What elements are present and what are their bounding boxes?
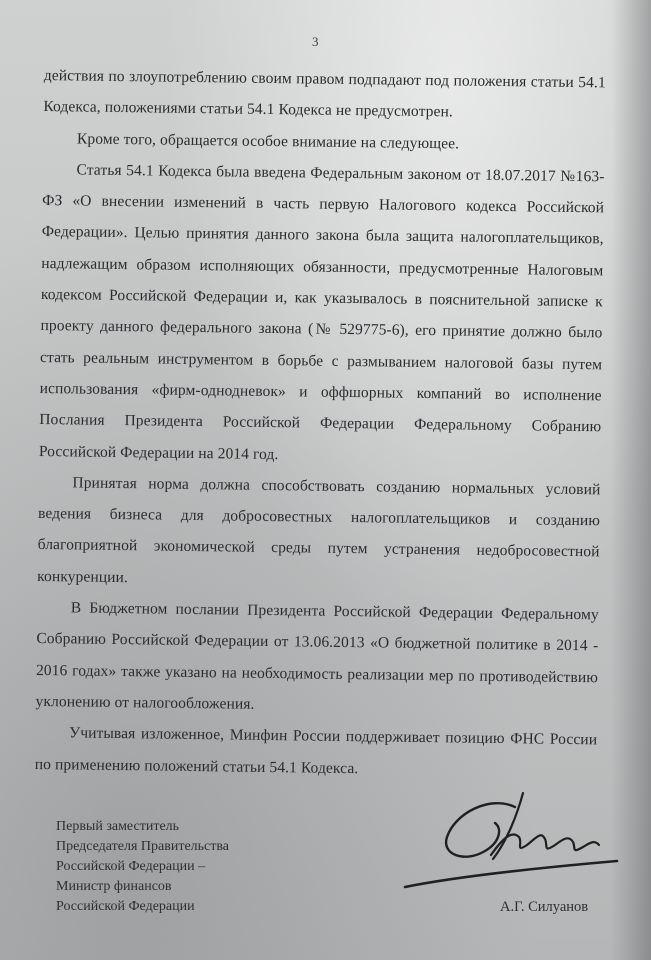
signer-name: А.Г. Силуанов [500, 899, 589, 915]
paragraph-continuation: действия по злоупотреблению своим правом подпадают под положения статьи 54.1 Кодекса, положениями статьи 54.1 Кодекса не предусмотрен. [43, 66, 606, 121]
paragraph-conclusion: Учитывая изложенное, Минфин России поддерживает позицию ФНС России по применению положений статьи 54.1 Кодекса. [34, 724, 598, 777]
paragraph-article-54-1: Статья 54.1 Кодекса была введена Федеральным законом от 18.07.2017 №163-ФЗ «О внесении изменений в часть первую Налогового кодекса Российской Федерации». Целью принятия данного закона была защита налогоплательщиков, надлежащим образом исполняющих обязанности, предусмотренные Налоговым кодексом Российской Федерации и, как указывалось в пояснительной записке к проекту данного федерального закона (№ 529775-6), его принятие должно было стать реальным инструментом в борьбе с размыванием налоговой базы путем использования «фирм-однодневок» и оффшорных компаний во исполнение Послания Президента Российской Федерации Федеральному Собранию Российской Федерации на 2014 год. [38, 161, 605, 463]
signatory-title-line: Председателя Правительства [56, 839, 230, 854]
signatory-title-line: Российской Федерации [56, 899, 195, 914]
paragraph-norm-purpose: Принятая норма должна способствовать созданию нормальных условий ведения бизнеса для добросовестных налогоплательщиков и созданию благоприятной экономической среды путем устранения недобросовестной конкуренции. [37, 474, 601, 586]
signatory-title-line: Российской Федерации – [56, 859, 206, 874]
letter-body [35, 60, 606, 787]
signatory-title-line: Первый заместитель [56, 819, 180, 834]
page-number: 3 [312, 34, 319, 49]
handwritten-signature [395, 785, 625, 895]
paragraph-notice: Кроме того, обращается особое внимание на следующее. [76, 130, 460, 153]
signatory-title-line: Министр финансов [56, 879, 172, 894]
signatory-title-block [56, 817, 229, 917]
paragraph-budget-message: В Бюджетном послании Президента Российской Федерации Федеральному Собранию Российской Федерации от 13.06.2013 «О бюджетной политике в 2014 - 2016 годах» также указано на необходимость реализации мер по противодействию уклонению от налогообложения. [35, 599, 599, 713]
